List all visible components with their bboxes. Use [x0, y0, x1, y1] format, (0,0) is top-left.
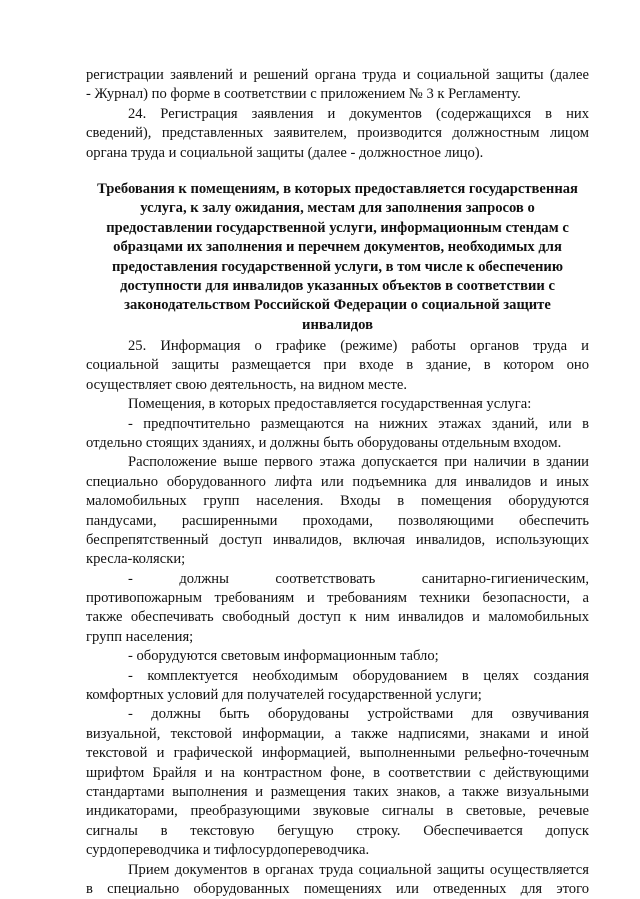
heading-line: инвалидов	[302, 316, 373, 333]
text-line: - должны соответствовать санитарно-гигиеническим,	[128, 570, 589, 587]
text-line: визуальной, текстовой информации, а также надписями, знаками и иной	[86, 725, 589, 742]
text-line: маломобильных групп населения. Входы в помещения оборудуются	[86, 493, 589, 510]
text-line: в специально оборудованных помещениях или отведенных для этого	[86, 880, 589, 897]
text-line: специально оборудованного лифта или подъемника для инвалидов и иных	[86, 473, 589, 490]
text-line: социальной защиты размещается при входе в здание, в котором оно	[86, 357, 589, 374]
text-line: индикаторами, преобразующими звуковые сигналы в световые, речевые	[86, 803, 589, 820]
text-line: - должны быть оборудованы устройствами для озвучивания	[128, 706, 589, 723]
text-line: беспрепятственный доступ инвалидов, включая инвалидов, использующих	[86, 531, 589, 548]
text-line: 24. Регистрация заявления и документов (содержащихся в них	[128, 106, 589, 122]
text-line: отдельно стоящих зданиях, и должны быть оборудованы отдельным входом.	[86, 434, 562, 451]
text-line: регистрации заявлений и решений органа труда и социальной защиты (далее	[86, 67, 589, 83]
text-line: групп населения;	[86, 628, 194, 645]
text-line: шрифтом Брайля и на контрастном фоне, в соответствии с действующими	[86, 764, 589, 781]
text-line: кресла-коляски;	[86, 551, 186, 568]
text-line: - оборудуются световым информационным табло;	[128, 648, 439, 665]
body-text	[86, 337, 589, 899]
section-heading	[86, 180, 589, 335]
heading-line: предоставления государственной услуги, в том числе к обеспечению	[112, 258, 563, 275]
heading-line: предоставлении государственной услуги, информационным стендам с	[106, 219, 569, 236]
text-line: сведений), представленных заявителем, производится должностным лицом	[86, 125, 589, 142]
heading-line: услуга, к залу ожидания, местам для заполнения запросов о	[140, 200, 535, 217]
text-line: сурдопереводчика и тифлосурдопереводчика.	[86, 842, 370, 859]
heading-line: Требования к помещениям, в которых предоставляется государственная	[97, 181, 578, 197]
heading-line: образцами их заполнения и перечнем документов, необходимых для	[113, 239, 562, 256]
text-line: 25. Информация о графике (режиме) работы органов труда и	[128, 338, 589, 354]
paragraph-continuation	[86, 66, 589, 105]
text-line: комфортных условий для получателей государственной услуги;	[86, 687, 482, 704]
text-line: осуществляет свою деятельность, на видном месте.	[86, 376, 408, 393]
paragraph-24	[86, 105, 589, 163]
text-line: - комплектуется необходимым оборудованием в целях создания	[128, 667, 589, 684]
text-line: Помещения, в которых предоставляется государственная услуга:	[128, 396, 532, 413]
text-line: пандусами, расширенными проходами, позволяющими обеспечить	[86, 512, 589, 529]
text-line: противопожарным требованиям и требованиям техники безопасности, а	[86, 590, 589, 607]
text-line: органа труда и социальной защиты (далее - должностное лицо).	[86, 144, 484, 161]
heading-line: законодательством Российской Федерации о социальной защите	[124, 297, 551, 314]
text-line: стандартами выполнения и размещения таких знаков, а также визуальными	[86, 783, 589, 800]
text-line: Прием документов в органах труда социальной защиты осуществляется	[128, 861, 589, 878]
text-line: - Журнал) по форме в соответствии с приложением № 3 к Регламенту.	[86, 86, 521, 103]
text-line: также обеспечивать свободный доступ к ним инвалидов и маломобильных	[86, 609, 589, 626]
text-line: текстовой и графической информацией, выполненными рельефно-точечным	[86, 745, 589, 762]
text-line: Расположение выше первого этажа допускается при наличии в здании	[128, 454, 589, 471]
heading-line: доступности для инвалидов указанных объектов в соответствии с	[120, 277, 555, 294]
text-line: сигналы в текстовую бегущую строку. Обеспечивается допуск	[86, 822, 589, 839]
text-line: - предпочтительно размещаются на нижних этажах зданий, или в	[128, 415, 589, 432]
